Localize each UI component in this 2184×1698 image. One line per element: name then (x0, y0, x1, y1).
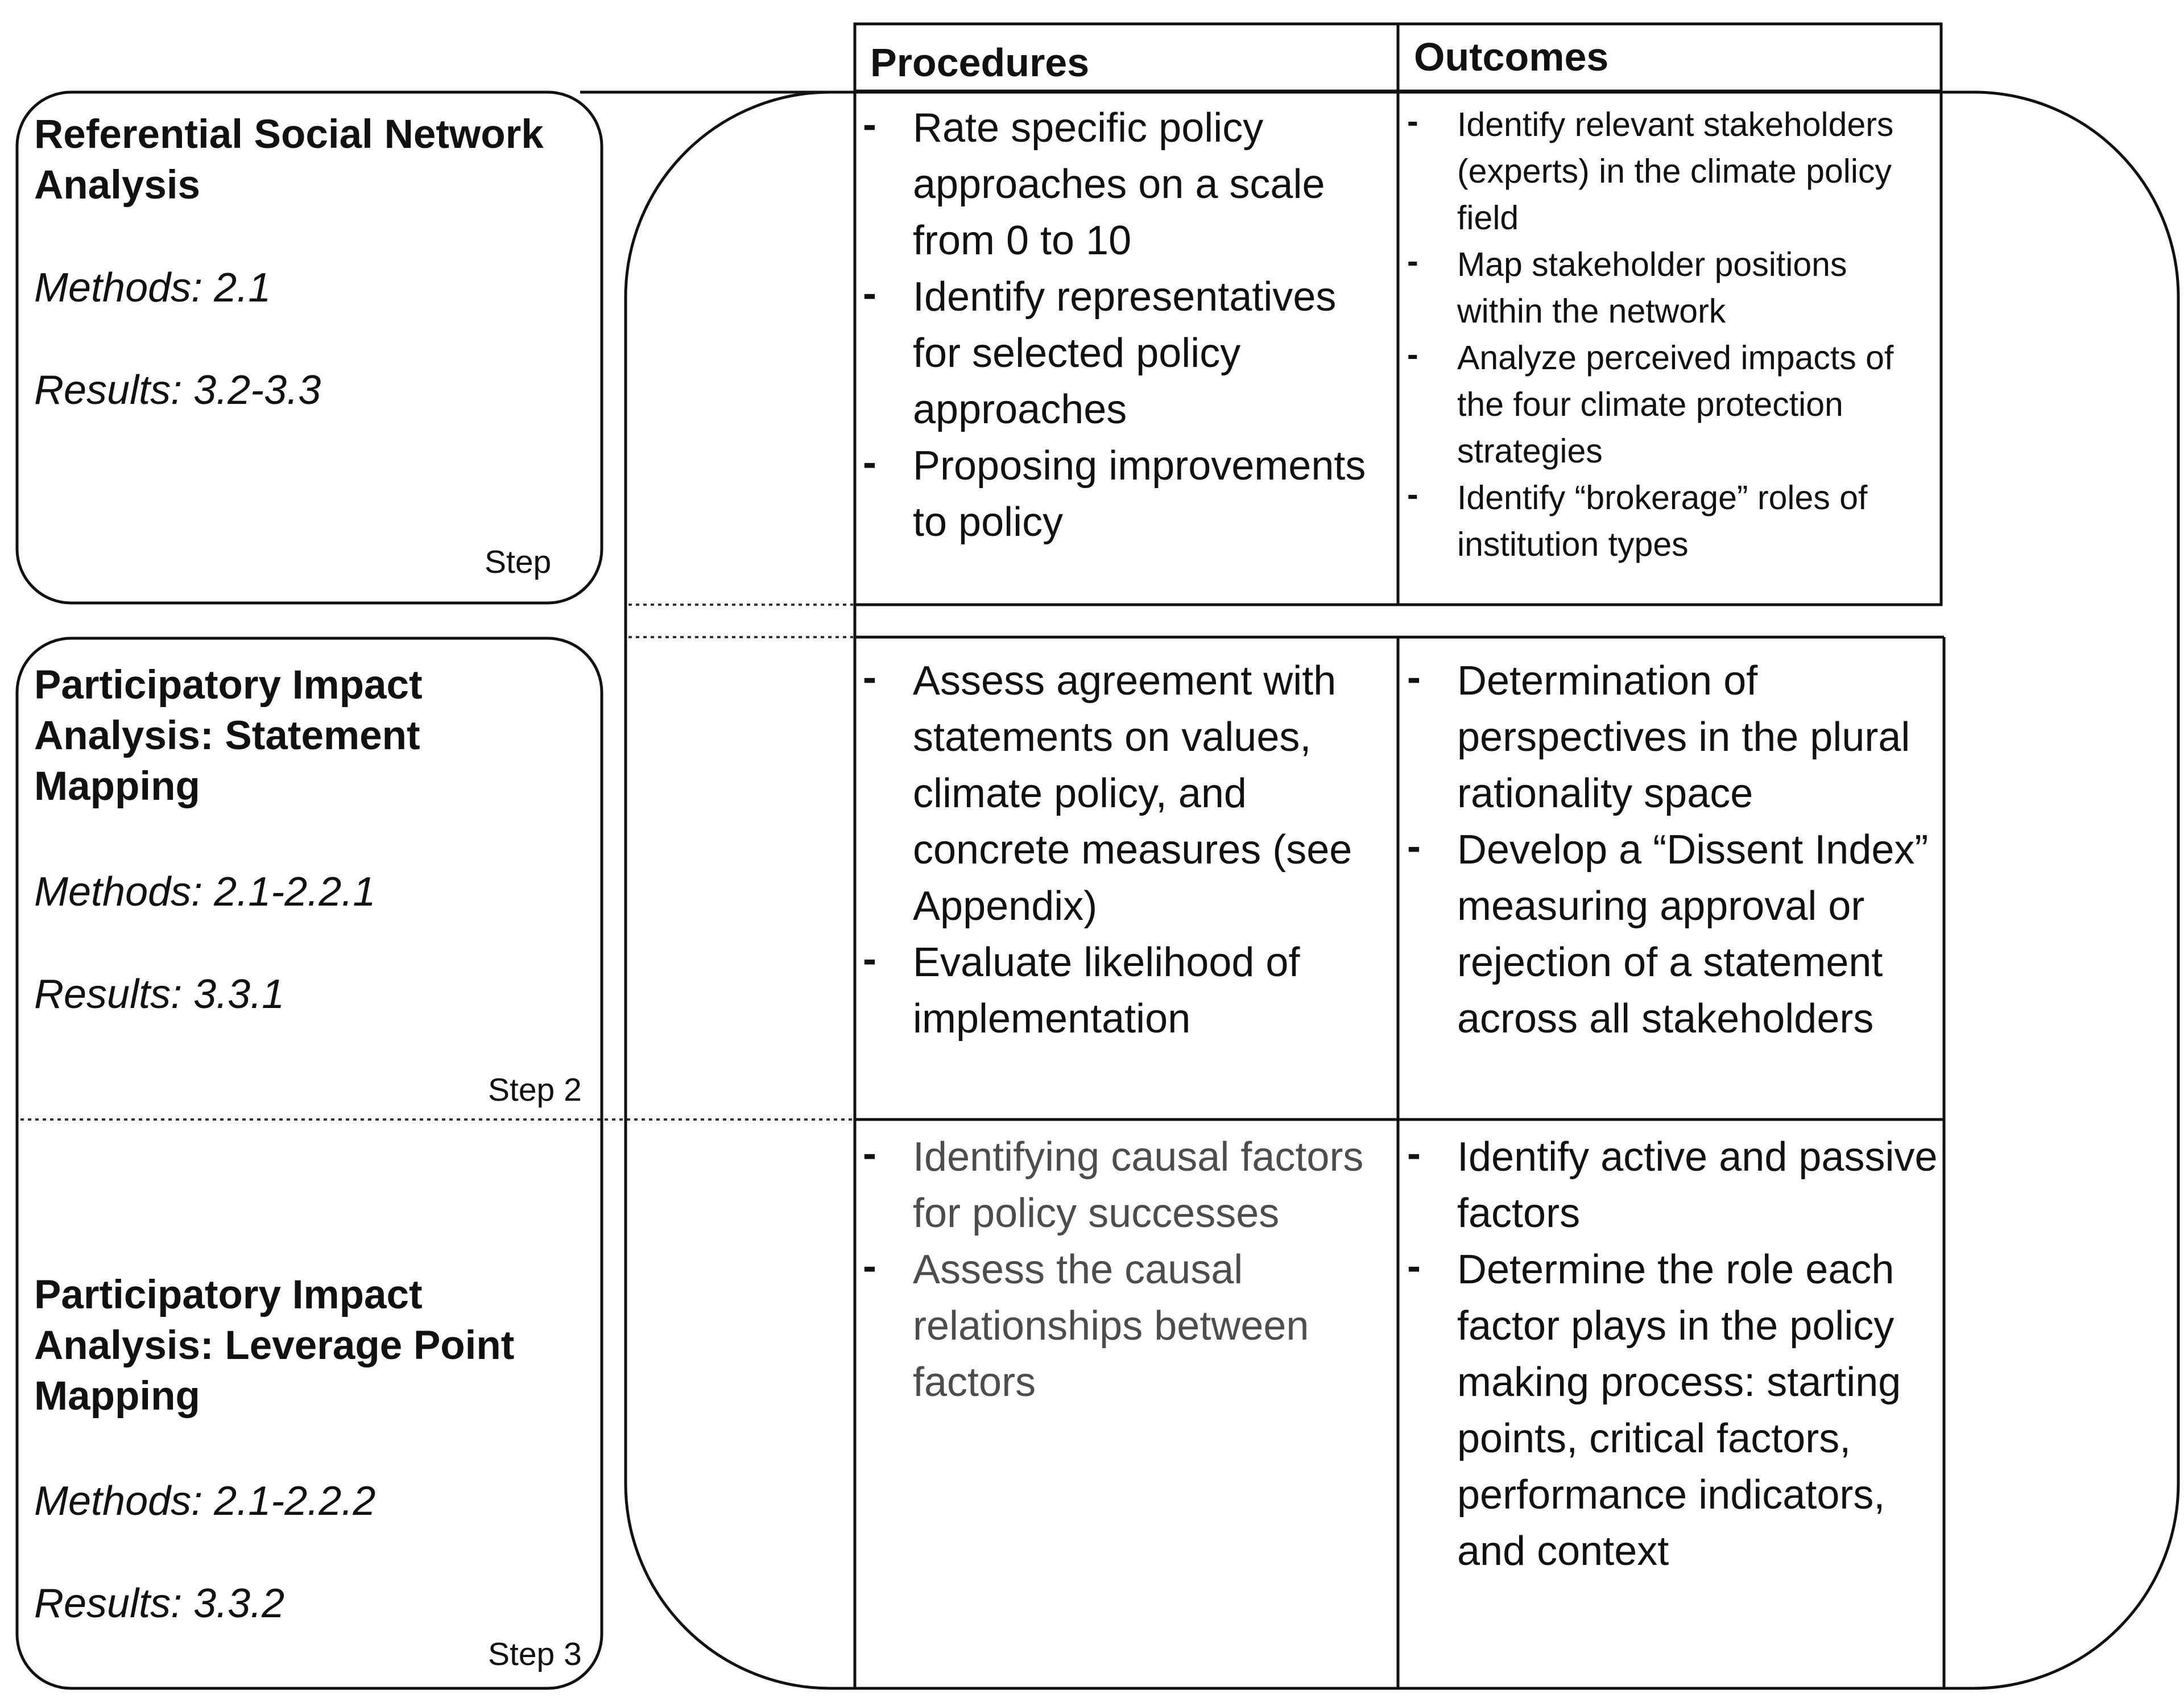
step2-label: Step 2 (488, 1072, 582, 1108)
step3-outcome-item: - Determine the role each factor plays in the policy making process: starting points, critical factors, performance indicators, and context (1400, 1242, 1938, 1580)
step3-outcome-item: - Identify active and passive factors (1400, 1129, 1938, 1242)
step1-procedure-item: - Identify representatives for selected policy approaches (856, 269, 1393, 438)
step2-procedure-item: - Evaluate likelihood of implementation (856, 935, 1393, 1047)
step1-procedure-item: - Proposing improvements to policy (856, 438, 1393, 551)
outcomes-header: Outcomes (1414, 35, 1609, 79)
step1-outcomes (1400, 101, 1938, 568)
step2-procedure-item: - Assess agreement with statements on values, climate policy, and concrete measures (see Appendix) (856, 653, 1393, 935)
procedures-header: Procedures (870, 40, 1090, 85)
step3-label: Step 3 (488, 1636, 582, 1672)
step3-procedure-item: - Assess the causal relationships between factors (856, 1242, 1393, 1411)
step3-procedure-item: - Identifying causal factors for policy successes (856, 1129, 1393, 1242)
step3-title-text: Participatory Impact Analysis: Leverage Point Mapping (34, 1273, 515, 1419)
step2-procedures (856, 653, 1393, 1047)
step1-methods: Methods: 2.1 (34, 265, 271, 311)
step1-label: Step (485, 544, 552, 580)
step1-outcome-item: - Analyze perceived impacts of the four climate protection strategies (1400, 334, 1938, 474)
step2-title (34, 660, 546, 812)
step1-outcome-item: - Identify relevant stakeholders (experts) in the climate policy field (1400, 101, 1938, 241)
step1-outcome-item: - Map stakeholder positions within the network (1400, 241, 1938, 334)
step1-outcome-item: - Identify “brokerage” roles of institution types (1400, 474, 1938, 568)
step1-procedure-item: - Rate specific policy approaches on a scale from 0 to 10 (856, 100, 1393, 269)
step3-methods: Methods: 2.1-2.2.2 (34, 1478, 376, 1524)
step3-outcomes (1400, 1129, 1938, 1580)
step2-methods: Methods: 2.1-2.2.1 (34, 869, 376, 915)
step1-procedures (856, 100, 1393, 551)
step2-outcomes (1400, 653, 1938, 1047)
step1-results: Results: 3.2-3.3 (34, 367, 321, 413)
step3-title (34, 1270, 594, 1422)
step3-results: Results: 3.3.2 (34, 1581, 285, 1626)
step2-outcome-item: - Determination of perspectives in the plural rationality space (1400, 653, 1938, 822)
step2-outcome-item: - Develop a “Dissent Index” measuring approval or rejection of a statement across all stakeholders (1400, 822, 1938, 1047)
step2-title-text: Participatory Impact Analysis: Statement Mapping (34, 663, 423, 809)
step3-procedures (856, 1129, 1393, 1411)
step2-results: Results: 3.3.1 (34, 972, 285, 1017)
step1-title (34, 109, 594, 210)
step1-title-text: Referential Social Network Analysis (34, 112, 544, 208)
